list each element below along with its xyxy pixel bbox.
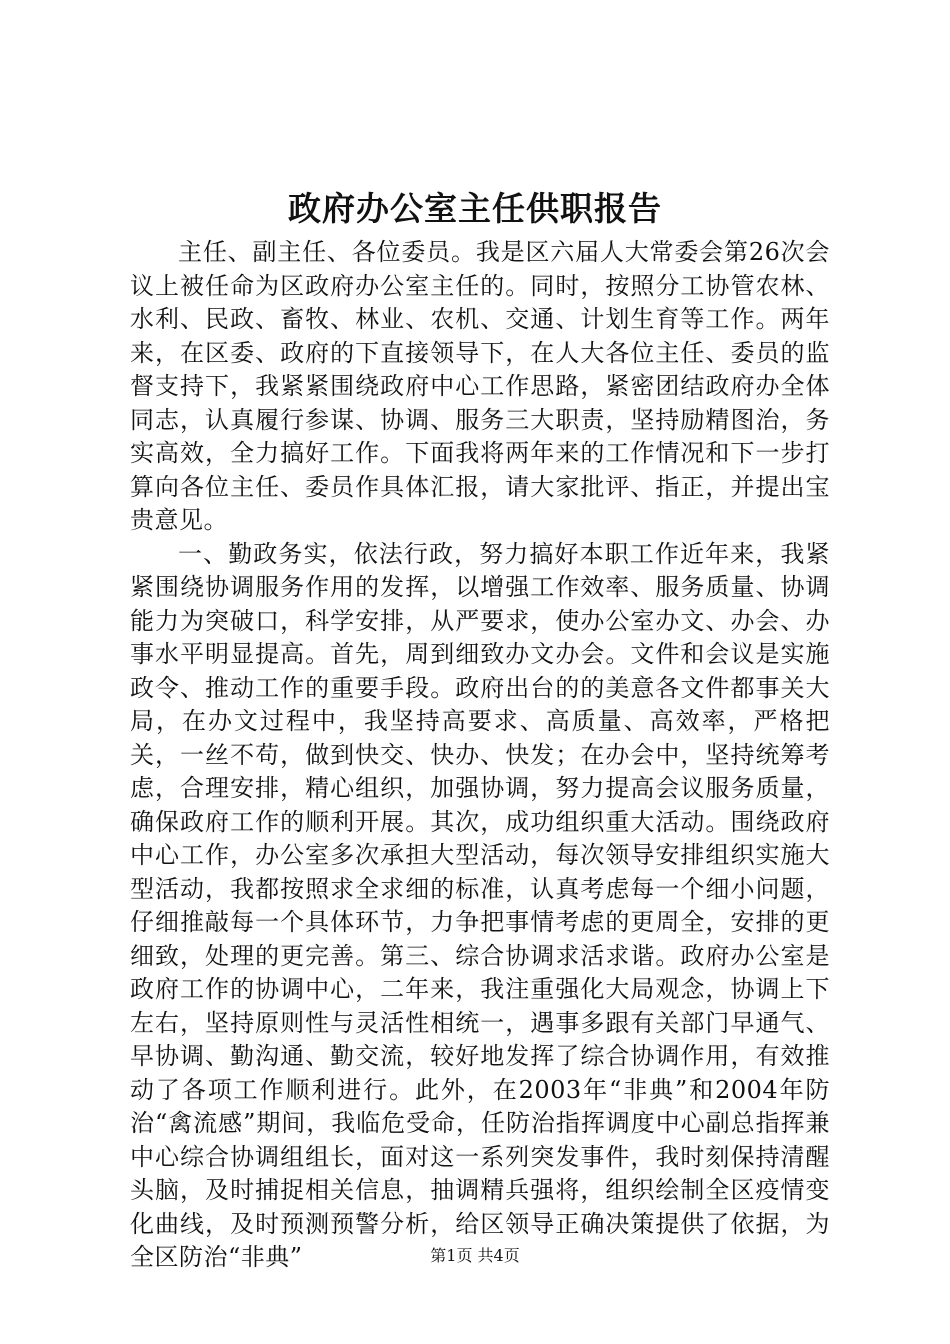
paragraph: 一、勤政务实，依法行政，努力搞好本职工作近年来，我紧紧围绕协调服务作用的发挥，以增强工作效率、服务质量、协调能力为突破口，科学安排，从严要求，使办公室办文、办会、办事水平明显提高。首先，周到细致办文办会。文件和会议是实施政令、推动工作的重要手段。政府出台的的美意各文件都事关大局，在办文过程中，我坚持高要求、高质量、高效率，严格把关，一丝不苟，做到快交、快办、快发；在办会中，坚持统筹考虑，合理安排，精心组织，加强协调，努力提高会议服务质量，确保政府工作的顺利开展。其次，成功组织重大活动。围绕政府中心工作，办公室多次承担大型活动，每次领导安排组织实施大型活动，我都按照求全求细的标准，认真考虑每一个细小问题，仔细推敲每一个具体环节，力争把事情考虑的更周全，安排的更细致，处理的更完善。第三、综合协调求活求谐。政府办公室是政府工作的协调中心，二年来，我注重强化大局观念，协调上下左右，坚持原则性与灵活性相统一，遇事多跟有关部门早通气、早协调、勤沟通、勤交流，较好地发挥了综合协调作用，有效推动了各项工作顺利进行。此外，在2003年“非典”和2004年防治“禽流感”期间，我临危受命，任防治指挥调度中心副总指挥兼中心综合协调组组长，面对这一系列突发事件，我时刻保持清醒头脑，及时捕捉相关信息，抽调精兵强将，组织绘制全区疫情变化曲线，及时预测预警分析，给区领导正确决策提供了依据，为全区防治“非典” [130,539,830,1271]
document-body [130,236,830,1275]
document-title: 政府办公室主任供职报告 [288,189,662,228]
page-footer: 第1页 共4页 [430,1246,520,1265]
paragraph: 主任、副主任、各位委员。我是区六届人大常委会第26次会议上被任命为区政府办公室主任的。同时，按照分工协管农林、水利、民政、畜牧、林业、农机、交通、计划生育等工作。两年来，在区委、政府的下直接领导下，在人大各位主任、委员的监督支持下，我紧紧围绕政府中心工作思路，紧密团结政府办全体同志，认真履行参谋、协调、服务三大职责，坚持励精图治，务实高效，全力搞好工作。下面我将两年来的工作情况和下一步打算向各位主任、委员作具体汇报，请大家批评、指正，并提出宝贵意见。 [130,238,830,534]
